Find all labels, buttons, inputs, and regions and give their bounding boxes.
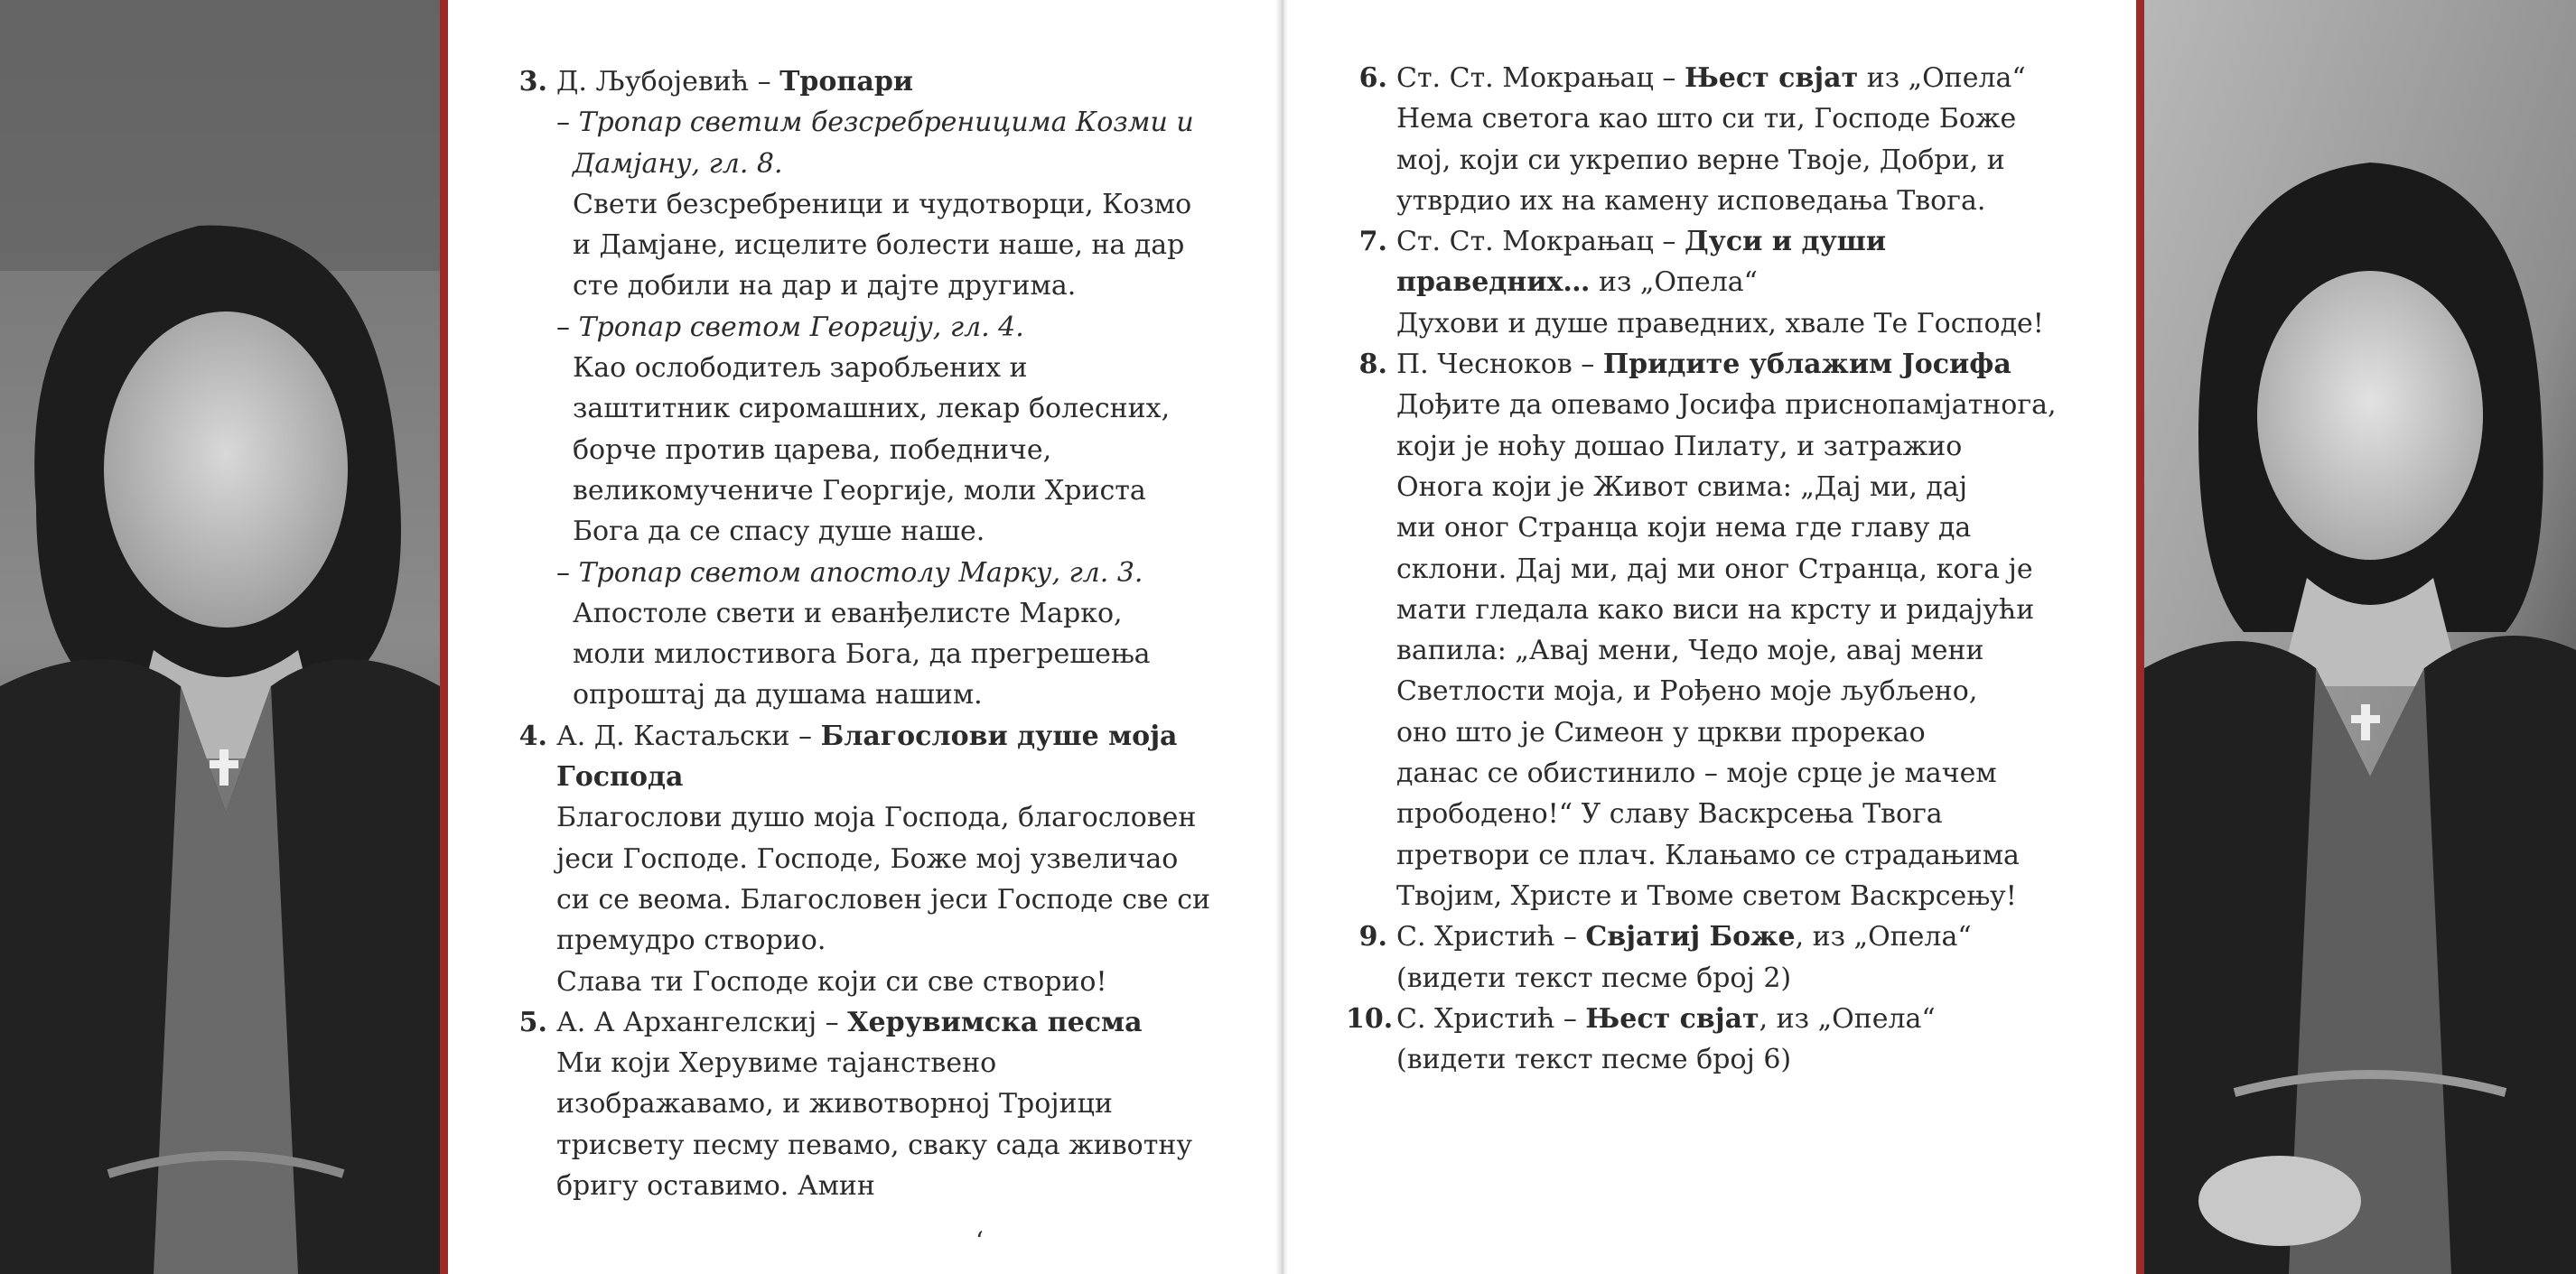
track-lyrics [1396,98,2095,221]
composer: С. Христић – [1396,1002,1586,1035]
track-source: , из „Опела“ [1795,921,1972,953]
lyric-text: (видети текст песме број 2) [1396,962,1792,994]
lyric-line [1396,1039,2095,1080]
track-title: Дуси и души [1684,226,1887,258]
track-title: Благослови душе моја [820,720,1178,752]
lyric-line [556,1166,1219,1206]
lyric-text: Апостоле свети и еванђелисте Марко, [573,597,1123,629]
lyric-line [556,511,1219,552]
lyric-line [556,634,1219,674]
lyric-line [1396,630,2095,671]
lyric-text: опроштај да душама нашим. [573,679,983,711]
lyric-line [556,879,1219,920]
lyric-text: сте добили на дар и дајте другима. [573,270,1077,302]
lyric-line [556,1125,1219,1166]
lyric-text: претвори се плач. Клањамо се страдањима [1396,839,2020,871]
lyric-text: Свети безсребреници и чудотворци, Козмо [573,188,1192,220]
booklet-fold [1275,0,1288,1274]
lyric-line [1396,549,2095,590]
composer: С. Христић – [1396,921,1586,953]
lyric-line [556,757,1219,797]
lyric-text: (видети текст песме број 6) [1396,1044,1792,1076]
right-photo [2144,0,2576,1274]
track-number: 8. [1358,349,1387,381]
lyric-text: Бога да се спасу душе наше. [573,516,985,548]
lyric-line [556,430,1219,470]
track-title: Придите ублажим Јосифа [1602,349,2011,381]
lyric-line [556,674,1219,715]
lyric-line [556,553,1219,593]
track-entry [1346,916,2095,999]
lyric-line [556,388,1219,429]
track-lyrics [1396,385,2095,916]
track-entry [506,61,1219,716]
lyric-text: си се веома. Благословен јеси Господе све си [556,883,1210,916]
track-heading [1396,916,2095,957]
lyric-line [1396,181,2095,221]
lyric-text: Светлости моја, и Рођено моје љубљено, [1396,675,1978,708]
lyric-line [556,470,1219,511]
lyric-text: великомучениче Георгије, моли Христа [573,474,1146,507]
lyric-line [1396,140,2095,181]
left-photo [0,0,440,1274]
lyric-line [1396,958,2095,999]
lyric-line [1396,712,2095,753]
track-entry [1346,344,2095,916]
track-heading [556,61,1219,102]
lyric-text: и Дамјане, исцелите болести наше, на дар [573,229,1185,262]
lyric-line [1396,671,2095,711]
lyric-line [556,593,1219,634]
composer: А. А Архангелскиј – [556,1006,848,1038]
composer: Д. Љубојевић – [556,66,780,98]
lyric-text: Господа [556,761,684,794]
lyric-text: данас се обистинило – моје срце је мачем [1396,758,1997,790]
track-title: Њест свјат [1585,1002,1759,1035]
lyric-text: мати гледала како виси на крсту и ридајући [1396,593,2035,626]
lyric-text: праведних… [1396,266,1591,299]
lyric-line [556,307,1219,348]
track-entry [1346,999,2095,1081]
track-number: 7. [1358,226,1387,258]
lyric-text: моли милостивога Бога, да прегрешења [573,638,1151,671]
composer: П. Чесноков – [1396,349,1603,381]
track-heading [1396,344,2095,385]
lyric-text: заштитник сиромашних, лекар болесних, [573,393,1171,425]
lyric-text: Као ослободитељ заробљених и [573,352,1028,385]
composer: Ст. Ст. Мокрањац – [1396,62,1685,94]
track-title: Херувимска песма [847,1006,1143,1038]
lyric-text: Благослови душо моја Господа, благословен [556,802,1197,834]
lyric-text: Дођите да опевамо Јосифа приснопамјатнога, [1396,389,2057,422]
track-entry [1346,58,2095,221]
lyric-line [556,265,1219,306]
lyric-text: трисвету песму певамо, сваку сада животну [556,1129,1192,1161]
lyric-text: склони. Дај ми, дај ми оног Странца, кога је [1396,553,2033,585]
lyric-text: борче против царева, победниче, [573,433,1052,466]
lyric-text: Ми који Херувиме тајанствено [556,1047,997,1080]
composer: А. Д. Кастаљски – [556,720,821,752]
lyric-text: – Тропар светом Георгију, гл. 4. [556,311,1024,343]
track-lyrics [556,102,1219,715]
lyric-line [1396,590,2095,630]
lyric-text: мој, који си укрепио верне Твоје, Добри, и [1396,144,2005,176]
track-lyrics [1396,958,2095,999]
lyric-line [556,102,1219,143]
left-page-text [506,61,1219,1256]
track-heading [1396,999,2095,1039]
lyric-text: Дамјану, гл. 8. [573,147,783,180]
lyric-line [1396,876,2095,916]
lyric-text: премудро створио. [556,925,826,957]
lyric-text: – Тропар светим безсребреницима Козми и [556,107,1194,139]
track-title: Тропари [779,66,914,98]
track-heading [556,1002,1219,1043]
track-lyrics [1396,1039,2095,1080]
track-lyrics [556,1043,1219,1206]
track-heading [1396,58,2095,98]
lyric-line [556,348,1219,388]
lyric-text: јеси Господе. Господе, Боже мој узвеличао [556,842,1179,875]
lyric-text: вапила: „Авај мени, Чедо моје, авај мени [1396,635,1984,667]
lyric-text: Слава ти Господе који си све створио! [556,965,1107,998]
track-heading [1396,221,2095,262]
lyric-text: – Тропар светом апостолу Марку, гл. 3. [556,556,1143,589]
lyric-line [1396,303,2095,344]
lyric-line [1396,794,2095,834]
left-photo-image [0,0,440,1274]
track-source: из „Опела“ [1858,62,2026,94]
track-number: 9. [1358,921,1387,953]
lyric-line [556,1083,1219,1124]
lyric-line [1396,467,2095,507]
right-page-text [1346,58,2095,1080]
lyric-line [1396,98,2095,139]
page-speck: ‘ [975,1226,984,1256]
lyric-text: Твојим, Христе и Твоме светом Васкрсењу! [1396,879,2017,912]
track-number: 4. [518,720,547,752]
lyric-text: оно што је Симеон у цркви прорекао [1396,716,1926,749]
lyric-line [1396,753,2095,794]
lyric-text: утврдио их на камену исповедања Твога. [1396,184,1986,217]
lyric-text: који је ноћу дошао Пилату, и затражио [1396,430,1963,462]
track-entry [506,1002,1219,1206]
track-entry [506,716,1219,1002]
track-heading [556,716,1219,757]
lyric-line [1396,507,2095,548]
track-title: Свјатиј Боже [1585,921,1796,953]
lyric-line [556,225,1219,265]
track-number: 6. [1358,62,1387,94]
lyric-text: прободено!“ У славу Васкрсења Твога [1396,798,1943,831]
lyric-text: ми оног Странца који нема где главу да [1396,512,1972,544]
lyric-line [556,1043,1219,1083]
lyric-line [556,797,1219,838]
lyric-text: Нема светога као што си ти, Господе Боже [1396,103,2017,135]
lyric-line [556,962,1219,1002]
track-number: 5. [518,1006,547,1038]
lyric-line [1396,426,2095,467]
track-title: Њест свјат [1684,62,1859,94]
lyric-line [556,839,1219,879]
track-number: 3. [518,66,547,98]
track-source: из „Опела“ [1590,266,1759,299]
lyric-line [556,920,1219,961]
track-lyrics [556,757,1219,1002]
lyric-line [1396,385,2095,425]
right-photo-image [2144,0,2576,1274]
lyric-line [1396,262,2095,302]
track-number: 10. [1346,1002,1394,1035]
lyric-line [1396,835,2095,876]
lyric-text: бригу оставимо. Амин [556,1170,875,1203]
lyric-text: изображавамо, и животворној Тројици [556,1088,1113,1121]
composer: Ст. Ст. Мокрањац – [1396,226,1685,258]
lyric-text: Духови и душе праведних, хвале Те Господе! [1396,307,2044,339]
left-red-border [440,0,448,1274]
lyric-text: Онога који је Живот свима: „Дај ми, дај [1396,470,1968,503]
lyric-line [556,184,1219,225]
track-entry [1346,221,2095,344]
right-red-border [2136,0,2144,1274]
track-lyrics [1396,262,2095,344]
track-source: , из „Опела“ [1759,1002,1936,1035]
lyric-line [556,144,1219,184]
